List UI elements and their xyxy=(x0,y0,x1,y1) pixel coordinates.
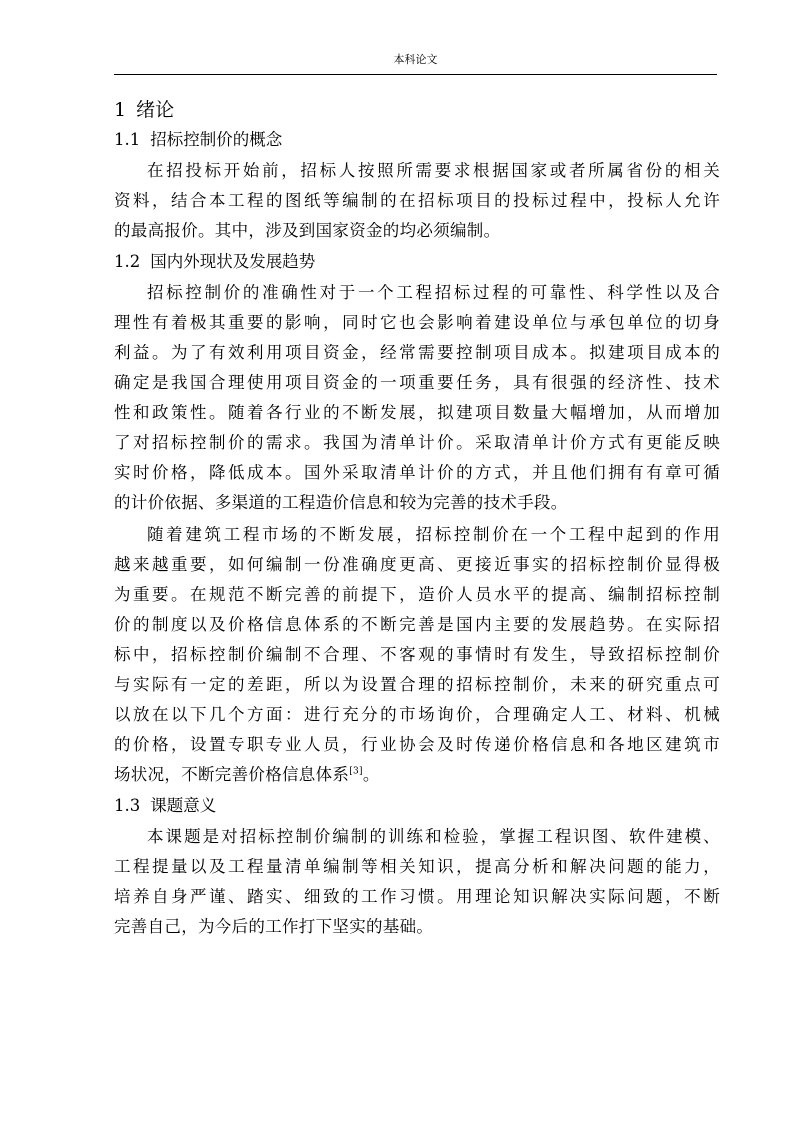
paragraph-line: 价的制度以及价格信息体系的不断完善是国内主要的发展趋势。在实际招 xyxy=(114,615,720,634)
chapter-heading xyxy=(114,96,720,124)
paragraph-line: 的价格，设置专职专业人员，行业协会及时传递价格信息和各地区建筑市 xyxy=(114,735,720,754)
paragraph-last-line xyxy=(114,760,720,790)
paragraph xyxy=(114,520,720,790)
chapter-title: 绪论 xyxy=(136,99,175,121)
paragraph-line: 为重要。在规范不断完善的前提下，造价人员水平的提高、编制招标控制 xyxy=(114,585,720,604)
paragraph-line: 了对招标控制价的需求。我国为清单计价。采取清单计价方式有更能反映 xyxy=(114,433,720,452)
page-header xyxy=(114,52,717,75)
paragraph-line: 标中，招标控制价编制不合理、不客观的事情时有发生，导致招标控制价 xyxy=(114,645,720,664)
document-body xyxy=(114,96,720,944)
paragraph-line: 随着建筑工程市场的不断发展，招标控制价在一个工程中起到的作用 xyxy=(147,525,720,544)
paragraph-line: 的最高报价。其中，涉及到国家资金的均必须编制。 xyxy=(114,221,501,240)
chapter-number: 1 xyxy=(114,99,127,121)
paragraph-line: 性和政策性。随着各行业的不断发展，拟建项目数量大幅增加，从而增加 xyxy=(114,403,720,422)
section-number: 1.3 xyxy=(114,796,141,815)
section-number: 1.2 xyxy=(114,252,141,271)
paragraph-line: 培养自身严谨、踏实、细致的工作习惯。用理论知识解决实际问题，不断 xyxy=(114,887,720,906)
section-title: 课题意义 xyxy=(150,796,217,815)
citation-reference[interactable]: [3] xyxy=(349,766,363,777)
section-title: 国内外现状及发展趋势 xyxy=(150,252,316,271)
paragraph-line: 工程提量以及工程量清单编制等相关知识，提高分析和解决问题的能力， xyxy=(114,857,720,876)
section-heading-1-1 xyxy=(114,126,720,154)
running-title: 本科论文 xyxy=(393,53,438,66)
section-heading-1-2 xyxy=(114,248,720,276)
paragraph-line-text: 场状况，不断完善价格信息体系 xyxy=(114,765,350,784)
paragraph-line: 实时价格，降低成本。国外采取清单计价的方式，并且他们拥有有章可循 xyxy=(114,463,720,482)
paragraph-line: 完善自己，为今后的工作打下坚实的基础。 xyxy=(114,917,434,936)
paragraph xyxy=(114,822,720,942)
paragraph-line: 在招投标开始前，招标人按照所需要求根据国家或者所属省份的相关 xyxy=(147,161,720,180)
paragraph-line: 越来越重要，如何编制一份准确度更高、更接近事实的招标控制价显得极 xyxy=(114,555,720,574)
section-heading-1-3 xyxy=(114,792,720,820)
paragraph-line: 与实际有一定的差距，所以为设置合理的招标控制价，未来的研究重点可 xyxy=(114,675,720,694)
section-title: 招标控制价的概念 xyxy=(150,130,283,149)
paragraph-line: 以放在以下几个方面：进行充分的市场询价，合理确定人工、材料、机械 xyxy=(114,705,720,724)
paragraph-line: 利益。为了有效利用项目资金，经常需要控制项目成本。拟建项目成本的 xyxy=(114,343,720,362)
section-number: 1.1 xyxy=(114,130,141,149)
paragraph-line: 本课题是对招标控制价编制的训练和检验，掌握工程识图、软件建模、 xyxy=(147,827,720,846)
paragraph xyxy=(114,156,720,246)
paragraph-line-tail: 。 xyxy=(362,765,380,784)
paragraph-line: 资料，结合本工程的图纸等编制的在招标项目的投标过程中，投标人允许 xyxy=(114,191,720,210)
paragraph-line: 招标控制价的准确性对于一个工程招标过程的可靠性、科学性以及合 xyxy=(147,283,720,302)
paragraph-line: 的计价依据、多渠道的工程造价信息和较为完善的技术手段。 xyxy=(114,493,568,512)
paragraph-line: 理性有着极其重要的影响，同时它也会影响着建设单位与承包单位的切身 xyxy=(114,313,720,332)
paragraph-line: 确定是我国合理使用项目资金的一项重要任务，具有很强的经济性、技术 xyxy=(114,373,720,392)
paragraph xyxy=(114,278,720,518)
